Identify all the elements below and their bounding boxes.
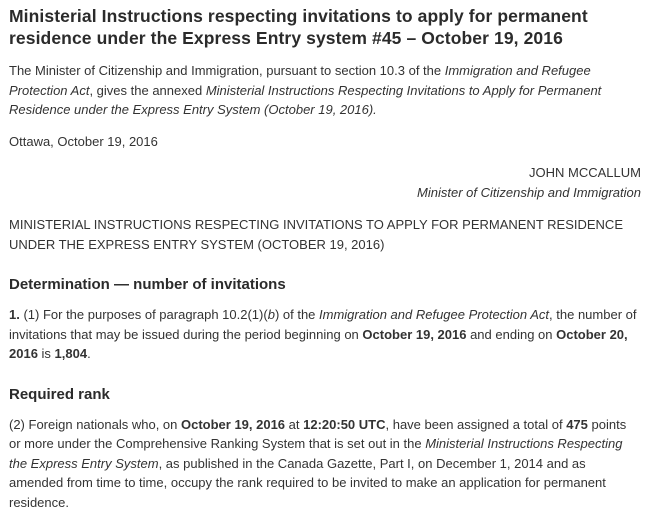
required-rank-paragraph: (2) Foreign nationals who, on October 19, 2016 at 12:20:50 UTC, have been assigned a total of 475 points or more under the Comprehensive Ranking System that is set out in the Ministerial Instructions Respecting the Express Entry System, as published in the Canada Gazette, Part I, on December 1, 2014 and as amended from time to time, occupy the rank required to be invited to make an application for permanent residence. [9,415,641,512]
determination-heading: Determination — number of invitations [9,276,641,294]
signatory-name: JOHN MCCALLUM [9,163,641,183]
intro-paragraph: The Minister of Citizenship and Immigration, pursuant to section 10.3 of the Immigration and Refugee Protection Act, gives the annexed Ministerial Instructions Respecting Invitations to Apply for Permanent Residence under the Express Entry System (October 19, 2016). [9,61,641,120]
page-title: Ministerial Instructions respecting invitations to apply for permanent residence under the Express Entry system #45 – October 19, 2016 [9,5,641,49]
annex-title: MINISTERIAL INSTRUCTIONS RESPECTING INVITATIONS TO APPLY FOR PERMANENT RESIDENCE UNDER THE EXPRESS ENTRY SYSTEM (OCTOBER 19, 2016) [9,215,641,254]
signature-block [9,163,641,202]
dateline: Ottawa, October 19, 2016 [9,132,641,152]
signatory-title: Minister of Citizenship and Immigration [9,183,641,203]
determination-paragraph: 1. (1) For the purposes of paragraph 10.2(1)(b) of the Immigration and Refugee Protection Act, the number of invitations that may be issued during the period beginning on October 19, 2016 and ending on October 20, 2016 is 1,804. [9,305,641,364]
required-rank-heading: Required rank [9,386,641,404]
